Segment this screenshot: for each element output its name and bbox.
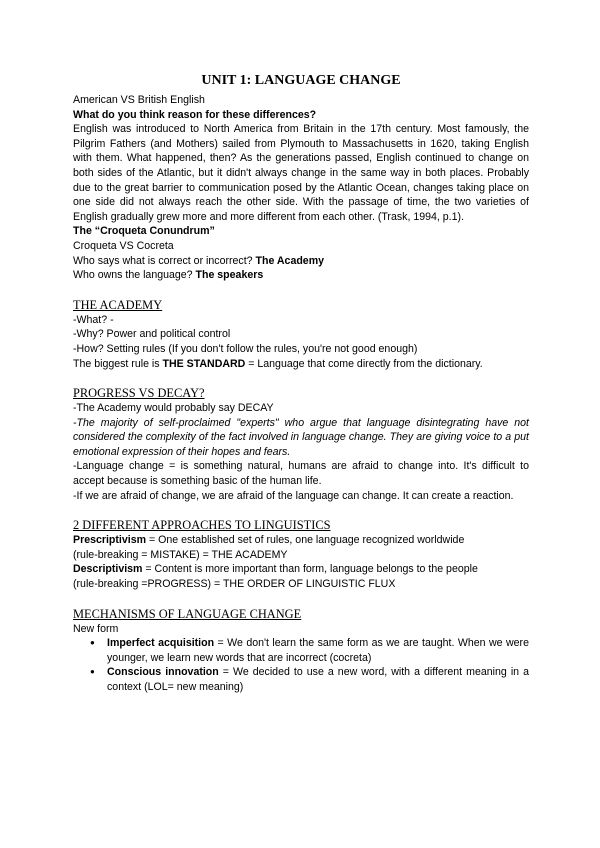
question-2-text: Who owns the language?: [73, 269, 196, 282]
descriptivism-line-2: (rule-breaking =PROGRESS) = THE ORDER OF LINGUISTIC FLUX: [73, 578, 396, 591]
list-item-term: Conscious innovation: [107, 666, 219, 679]
question-1-answer: The Academy: [255, 254, 325, 267]
question-2-answer: The speakers: [195, 269, 264, 282]
list-item-def: = We don't learn the same form as we are taught. When we were younger, we learn new words that are incorrect (cocreta): [107, 637, 529, 664]
question-line-1: [73, 254, 529, 269]
new-form-label: New form: [73, 622, 119, 635]
standard-post: = Language that come directly from the dictionary.: [245, 357, 483, 370]
question-1-text: Who says what is correct or incorrect?: [73, 254, 256, 267]
standard-pre: The biggest rule is: [73, 357, 163, 370]
mechanisms-list: [73, 636, 529, 694]
descriptivism-def: = Content is more important than form, language belongs to the people: [142, 563, 478, 576]
section-heading-mechanisms: MECHANISMS OF LANGUAGE CHANGE: [73, 606, 302, 621]
progress-line-decay: -The Academy would probably say DECAY: [73, 402, 274, 415]
list-item-term: Imperfect acquisition: [107, 637, 215, 650]
intro-paragraph: English was introduced to North America from Britain in the 17th century. Most famously, the Pilgrim Fathers (and Mothers) sailed from Plymouth to Massachusetts in 1620, taking English with them. What happened, then? As the generations passed, English continued to change on both sides of the Atlantic, but it didn't always change in the same way in both places. Probably due to the great barrier to communication posed by the Atlantic Ocean, changes taking place on one side did not always reach the other side. With the passage of time, the two varieties of English gradually grew more and more different from each other. (Trask, 1994, p.1).: [73, 123, 529, 223]
section-heading-academy: THE ACADEMY: [73, 297, 163, 312]
academy-line-why: -Why? Power and political control: [73, 328, 231, 341]
prescriptivism-term: Prescriptivism: [73, 534, 147, 547]
section-heading-approaches: 2 DIFFERENT APPROACHES TO LINGUISTICS: [73, 518, 331, 533]
section-heading-progress: PROGRESS VS DECAY?: [73, 386, 205, 401]
intro-question: What do you think reason for these differences?: [73, 108, 317, 121]
intro-subtitle: American VS British English: [73, 94, 205, 106]
question-line-2: [73, 268, 529, 283]
descriptivism-line: [73, 562, 529, 577]
document-page: [73, 72, 529, 695]
standard-bold: THE STANDARD: [162, 357, 246, 370]
prescriptivism-line-2: (rule-breaking = MISTAKE) = THE ACADEMY: [73, 548, 288, 561]
list-item-def: = We decided to use a new word, with a different meaning in a context (LOL= new meaning): [107, 666, 529, 693]
list-item: [107, 665, 529, 694]
progress-line-afraid: -If we are afraid of change, we are afraid of the language can change. It can create a reaction.: [73, 489, 514, 502]
page-title: UNIT 1: LANGUAGE CHANGE: [201, 73, 401, 88]
academy-line-standard: [73, 357, 529, 372]
academy-line-how: -How? Setting rules (If you don't follow the rules, you're not good enough): [73, 342, 418, 355]
list-item: [107, 636, 529, 665]
conundrum-line: Croqueta VS Cocreta: [73, 239, 174, 252]
academy-line-what: -What? -: [73, 313, 114, 326]
prescriptivism-def: = One established set of rules, one language recognized worldwide: [146, 534, 465, 547]
prescriptivism-line: [73, 533, 529, 548]
conundrum-title: The “Croqueta Conundrum”: [73, 225, 215, 238]
progress-quote: -The majority of self-proclaimed "experts" who argue that language disintegrating have not considered the complexity of the fact involved in language change. They are giving voice to a put emotional expression of their hopes and fears.: [73, 416, 529, 458]
progress-line-natural: -Language change = is something natural, humans are afraid to change into. It's difficult to accept because is something basic of the human life.: [73, 460, 529, 488]
descriptivism-term: Descriptivism: [73, 563, 143, 576]
